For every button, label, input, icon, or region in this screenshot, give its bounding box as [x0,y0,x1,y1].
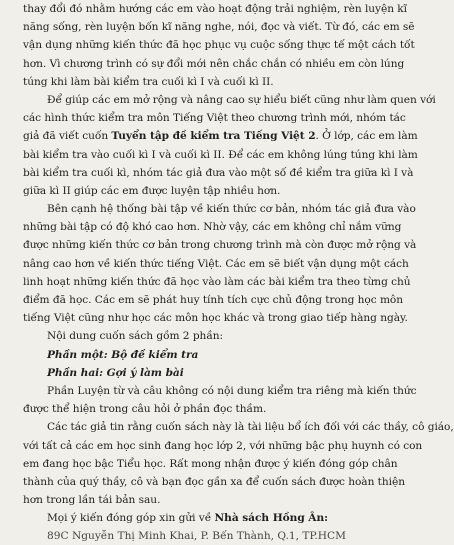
text-line: những bài tập có độ khó cao hơn. Nhờ vậy, các em không chỉ nắm vững [23,221,402,234]
text-line: hơn. Vì chương trình có sự đổi mới nên chắc chắn có nhiều em còn lúng [23,57,405,70]
text-line: bài kiểm tra vào cuối kì I và cuối kì II. Để các em không lúng túng khi làm [23,148,418,161]
book-title: Tuyển tập đề kiểm tra Tiếng Việt 2 [111,130,316,143]
part-two-heading: Phần hai: Gợi ý làm bài [47,366,184,379]
text-run: . Ở lớp, các em làm [315,130,418,143]
part-one-heading: Phần một: Bộ đề kiểm tra [47,348,199,361]
text-line: hơn trong lần tái bản sau. [23,494,161,507]
text-line: bài kiểm tra cuối kì, nhóm tác giả đưa vào một số đề kiểm tra giữa kì I và [23,166,414,179]
text-run: Mọi ý kiến đóng góp xin gửi về [47,512,215,525]
text-line: Các tác giả tin rằng cuốn sách này là tài liệu bổ ích đối với các thầy, cô giáo, [47,421,454,434]
text-line: điểm đã học. Các em sẽ phát huy tính tích cực chủ động trong học môn [23,294,404,306]
text-line: nâng cao hơn về kiến thức tiếng Việt. Các em sẽ biết vận dụng một cách [23,257,409,270]
text-line: Bên cạnh hệ thống bài tập về kiến thức cơ bản, nhóm tác giả đưa vào [47,203,416,216]
text-line: vận dụng những kiến thức đã học phục vụ cuộc sống thực tế một cách tốt [23,39,415,52]
text-line: linh hoạt những kiến thức đã học vào làm các bài kiểm tra theo từng chủ [23,275,411,288]
text-line: em đang học bậc Tiểu học. Rất mong nhận được ý kiến đóng góp chân [23,457,398,470]
text-line: được những kiến thức cơ bản trong chương trình mà còn được mở rộng và [23,239,417,252]
text-line: được thể hiện trong câu hỏi ở phần đọc thầm. [23,403,267,416]
text-line: thành của quý thầy, cô và bạn đọc gần xa để cuốn sách được hoàn thiện [23,475,405,488]
text-line: Để giúp các em mở rộng và nâng cao sự hiểu biết cũng như làm quen với [47,93,436,106]
text-line [23,127,418,145]
text-line: túng khi làm bài kiểm tra cuối kì I và cuối kì II. [23,75,274,88]
text-line: Phần Luyện từ và câu không có nội dung kiểm tra riêng mà kiến thức [47,384,417,397]
publisher-name: Nhà sách Hồng Ân: [214,512,328,525]
text-line [23,509,392,527]
text-run: giả đã viết cuốn [23,130,112,143]
text-line: năng sống, rèn luyện bốn kĩ năng nghe, nói, đọc và viết. Từ đó, các em sẽ [23,21,415,34]
text-line: các hình thức kiểm tra môn Tiếng Việt theo chương trình mới, nhóm tác [23,112,406,125]
text-line: tiếng Việt cũng như học các môn học khác và trong giao tiếp hàng ngày. [23,312,408,325]
text-line: thay đổi đó nhằm hướng các em vào hoạt động trải nghiệm, rèn luyện kĩ [23,3,408,15]
publisher-address: 89C Nguyễn Thị Minh Khai, P. Bến Thành, Q.1, TP.HCM [47,530,346,543]
text-line: với tất cả các em học sinh đang học lớp 2, với những bậc phụ huynh có con [23,439,423,452]
text-line: Nội dung cuốn sách gồm 2 phần: [47,330,224,343]
text-line: giữa kì II giúp các em được luyện tập nhiều hơn. [23,184,281,197]
